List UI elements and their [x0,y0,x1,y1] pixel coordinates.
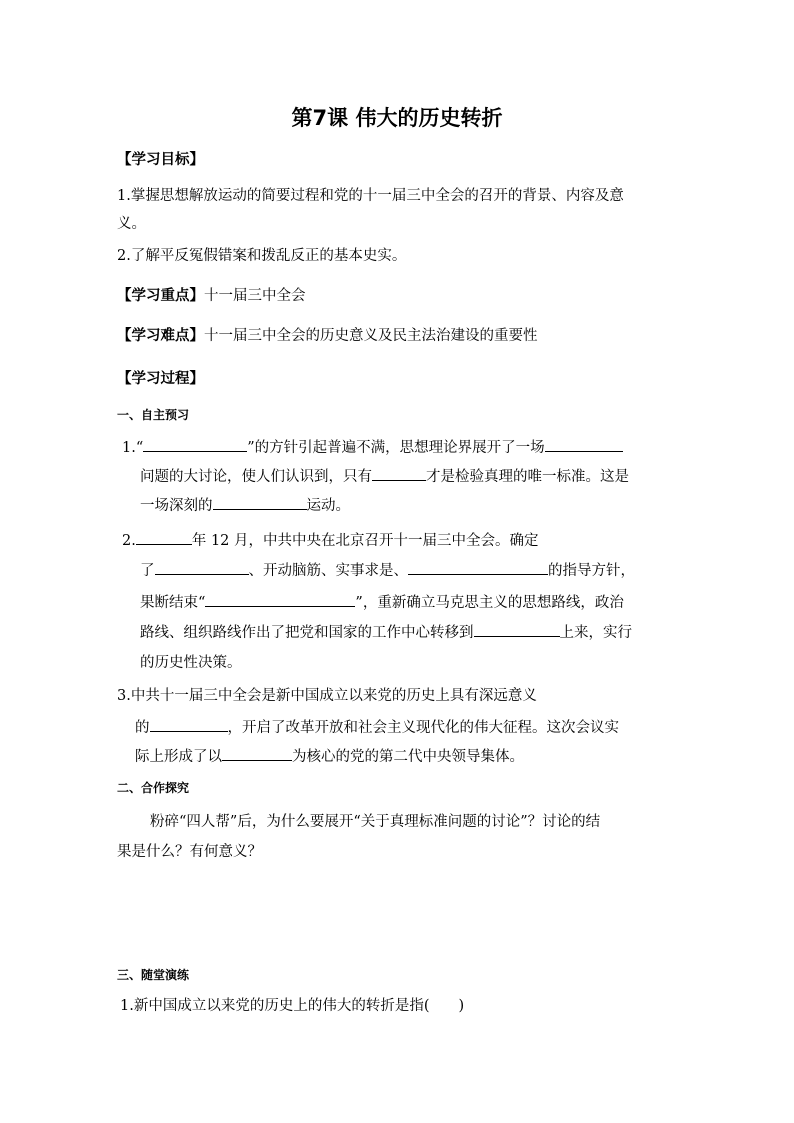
fill-blank[interactable] [545,436,623,452]
key-point [117,285,306,307]
key-point-text: 十一届三中全会 [204,288,306,304]
fill-blank[interactable] [372,465,426,481]
q2-line5: 的历史性决策。 [140,655,242,671]
fill-blank[interactable] [222,745,292,761]
q3-line1: 3.中共十一届三中全会是新中国成立以来党的历史上具有深远意义 [117,688,537,704]
objectives-heading: 【学习目标】 [117,152,204,168]
fill-blank[interactable] [213,494,307,510]
difficulty [117,325,538,347]
objective-1-line2: 义。 [117,216,146,232]
section1-heading: 一、自主预习 [117,408,190,422]
q1-line1: 1.“ ”的方针引起普遍不满，思想理论界展开了一场 [122,436,623,459]
fill-blank[interactable] [408,559,548,575]
q2-line3: 果断结束“ ”，重新确立马克思主义的思想路线，政治 [140,591,624,614]
difficulty-label: 【学习难点】 [117,328,204,344]
fill-blank[interactable] [474,621,560,637]
section2-heading: 二、合作探究 [117,781,190,795]
q1-line3: 一场深刻的 运动。 [140,494,350,517]
difficulty-text: 十一届三中全会的历史意义及民主法治建设的重要性 [204,328,538,344]
section2-question-line1: 粉碎“四人帮”后，为什么要展开“关于真理标准问题的讨论”？讨论的结 [150,814,601,830]
objective-1-line1: 1.掌握思想解放运动的简要过程和党的十一届三中全会的召开的背景、内容及意 [117,188,624,204]
fill-blank[interactable] [136,529,192,545]
q2-line4: 路线、组织路线作出了把党和国家的工作中心转移到 上来，实行 [140,621,632,644]
q2-line2: 了 、开动脑筋、实事求是、 的指导方针， [140,559,635,582]
section2-question-line2: 果是什么？有何意义？ [117,844,262,860]
q2-line1: 2. 年 12 月，中共中央在北京召开十一届三中全会。确定 [122,529,539,552]
fill-blank[interactable] [143,436,247,452]
q3-line3: 际上形成了以 为核心的党的第二代中央领导集体。 [135,745,524,768]
fill-blank[interactable] [150,716,228,732]
page-title: 第7课 伟大的历史转折 [291,106,503,130]
section3-heading: 三、随堂演练 [117,968,190,982]
fill-blank[interactable] [205,591,355,607]
section3-question-1: 1.新中国成立以来党的历史上的伟大的转折是指( ) [120,998,465,1014]
fill-blank[interactable] [155,559,249,575]
objective-2: 2.了解平反冤假错案和拨乱反正的基本史实。 [117,248,407,264]
key-point-label: 【学习重点】 [117,288,204,304]
process-heading: 【学习过程】 [117,371,204,387]
q3-line2: 的 ，开启了改革开放和社会主义现代化的伟大征程。这次会议实 [135,716,619,739]
q1-line2: 问题的大讨论，使人们认识到，只有 才是检验真理的唯一标准。这是 [140,465,629,488]
